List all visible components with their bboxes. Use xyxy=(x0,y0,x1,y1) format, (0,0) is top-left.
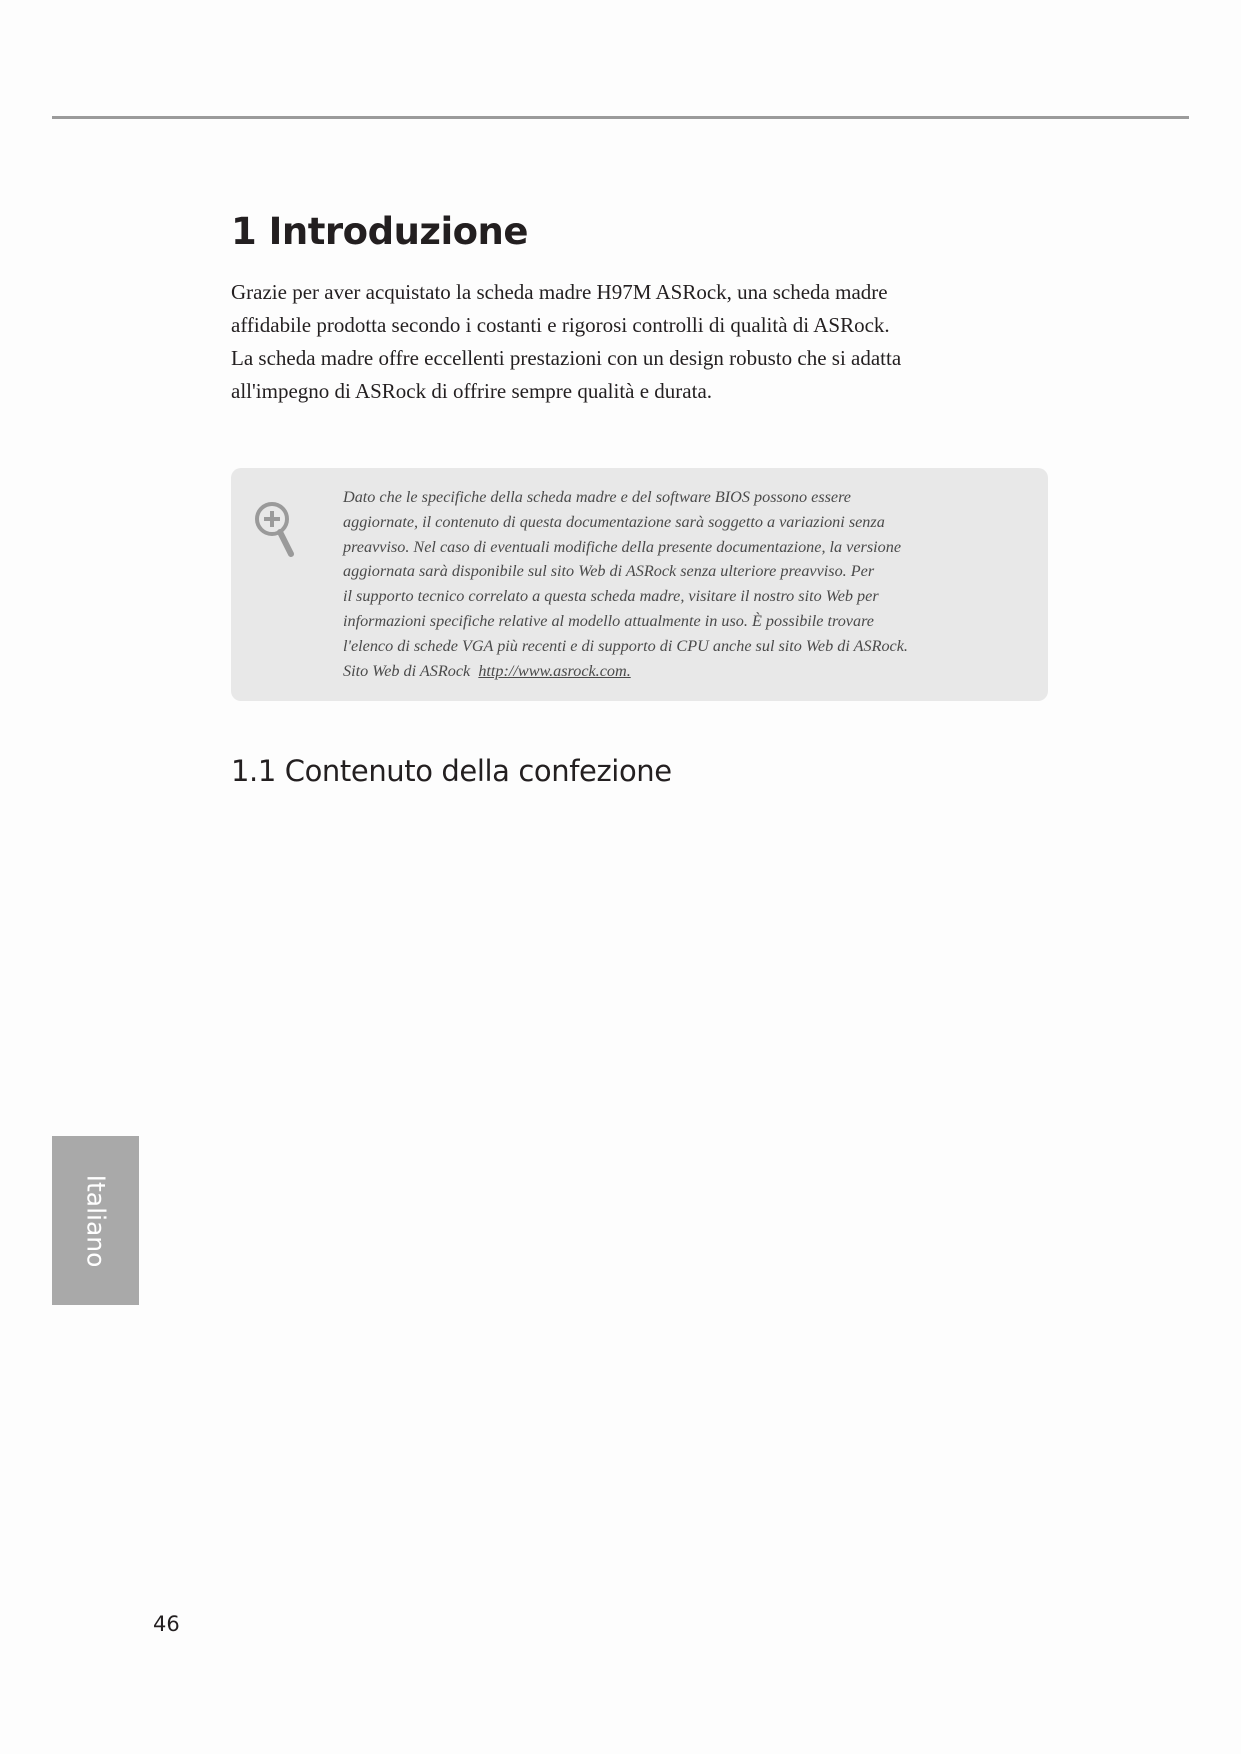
note-line: il supporto tecnico correlato a questa scheda madre, visitare il nostro sito Web per xyxy=(343,587,879,606)
website-label: Sito Web di ASRock xyxy=(343,661,471,680)
language-tab xyxy=(52,1136,139,1305)
chapter-title: 1 Introduzione xyxy=(231,210,528,253)
note-website-line xyxy=(343,659,1033,684)
website-link[interactable]: http://www.asrock.com. xyxy=(478,661,631,680)
note-box xyxy=(231,468,1048,701)
intro-line: La scheda madre offre eccellenti prestazioni con un design robusto che si adatta xyxy=(231,346,902,370)
section-title: 1.1 Contenuto della confezione xyxy=(231,754,672,788)
note-line: preavviso. Nel caso di eventuali modifiche della presente documentazione, la versione xyxy=(343,537,902,556)
zoom-in-icon xyxy=(253,500,299,560)
note-line: l'elenco di schede VGA più recenti e di supporto di CPU anche sul sito Web di ASRock. xyxy=(343,636,908,655)
header-rule xyxy=(52,116,1189,119)
page-number: 46 xyxy=(153,1612,180,1636)
intro-line: affidabile prodotta secondo i costanti e rigorosi controlli di qualità di ASRock. xyxy=(231,313,890,337)
note-line: aggiornata sarà disponibile sul sito Web di ASRock senza ulteriore preavviso. Per xyxy=(343,562,875,581)
intro-line: all'impegno di ASRock di offrire sempre qualità e durata. xyxy=(231,379,713,403)
intro-line: Grazie per aver acquistato la scheda madre H97M ASRock, una scheda madre xyxy=(231,280,888,304)
language-tab-label: Italiano xyxy=(81,1174,110,1267)
note-text xyxy=(343,485,1033,683)
note-line: informazioni specifiche relative al modello attualmente in uso. È possibile trovare xyxy=(343,611,874,630)
note-line: Dato che le specifiche della scheda madre e del software BIOS possono essere xyxy=(343,488,851,506)
note-line: aggiornate, il contenuto di questa documentazione sarà soggetto a variazioni senza xyxy=(343,512,885,531)
intro-paragraph xyxy=(231,276,991,408)
